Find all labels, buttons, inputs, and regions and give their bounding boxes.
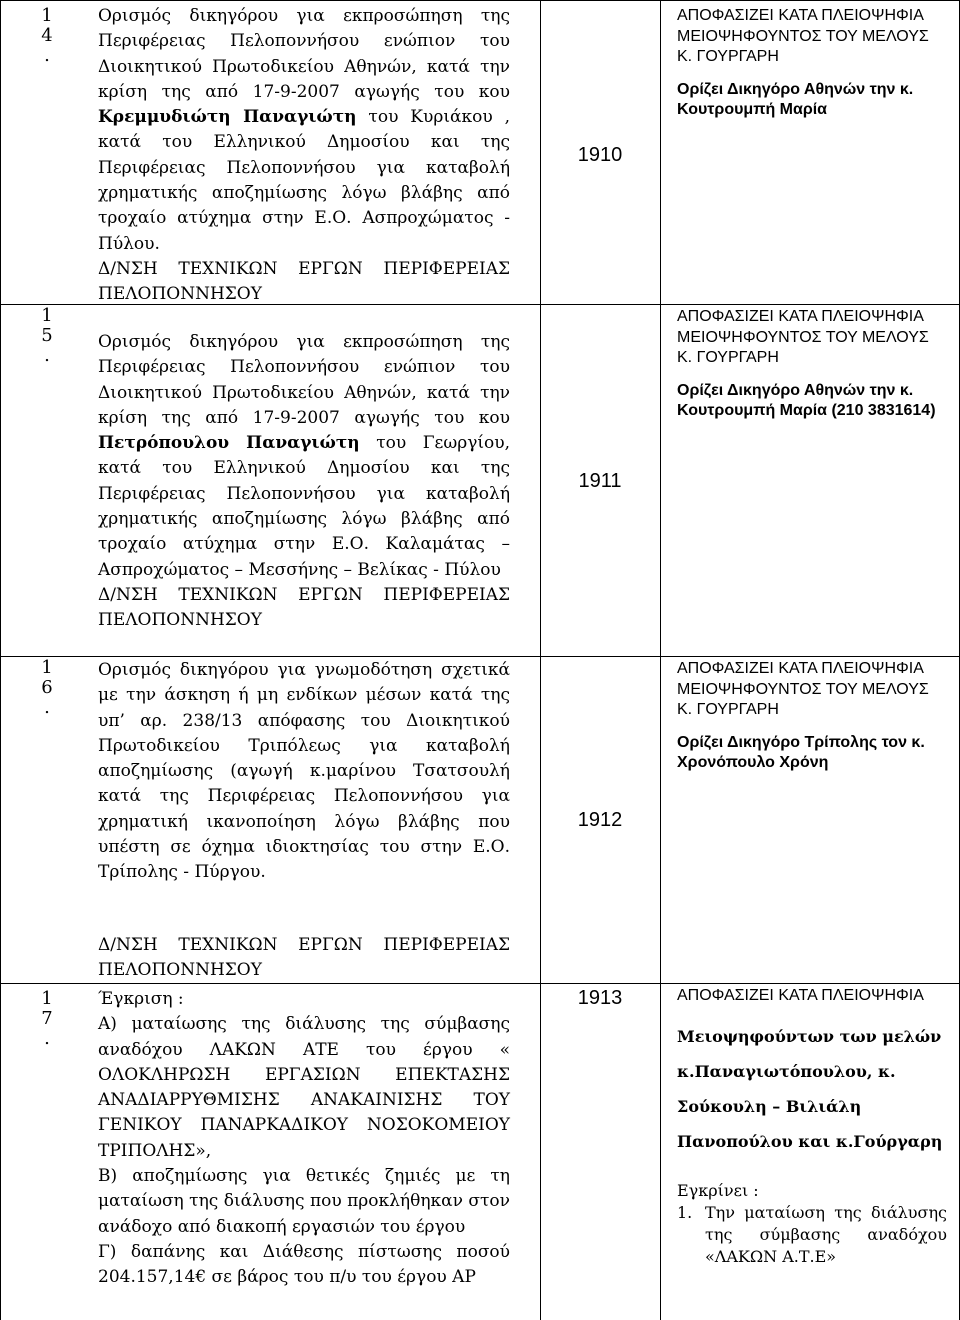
decision-text: Ορίζει Δικηγόρο Τρίπολης τον κ. Χρονόπουλο Χρόνη [677, 733, 925, 771]
decision-number: 1910 [577, 144, 623, 166]
minority-line: κ.Παναγιωτόπουλου, κ. [677, 1061, 896, 1081]
description-line: Β) αποζημίωσης για θετικές ζημιές με τη ματαίωση της διάλυσης που προκλήθηκαν στον ανάδοχο από διακοπή εργασιών του έργου [98, 1166, 510, 1237]
decision-caption: ΑΠΟΦΑΣΙΖΕΙ ΚΑΤΑ ΠΛΕΙΟΨΗΦΙΑ ΜΕΙΟΨΗΦΟΥΝΤΟΣ ΤΟΥ ΜΕΛΟΥΣ Κ. ΓΟΥΡΓΑΡΗ [677, 660, 929, 718]
row-index: 1 4 . [41, 5, 53, 66]
decision-cell [677, 307, 947, 422]
description-line: Έγκριση : [98, 989, 184, 1009]
decision-caption: ΑΠΟΦΑΣΙΖΕΙ ΚΑΤΑ ΠΛΕΙΟΨΗΦΙΑ ΜΕΙΟΨΗΦΟΥΝΤΟΣ ΤΟΥ ΜΕΛΟΥΣ Κ. ΓΟΥΡΓΑΡΗ [677, 7, 929, 65]
department-name: Δ/ΝΣΗ ΤΕΧΝΙΚΩΝ ΕΡΓΩΝ ΠΕΡΙΦΕΡΕΙΑΣ ΠΕΛΟΠΟΝΝΗΣΟΥ [98, 584, 510, 631]
description-text: Ορισμός δικηγόρου για γνωμοδότηση σχετικά με την άσκηση ή μη ενδίκων μέσων κατά της υπ’ αρ. 238/13 απόφασης του Διοικητικού Πρωτοδικείου Τριπόλεως για καταβολή αποζημίωσης (αγωγή κ.μαρίνου Τσατσουλή κατά της Περιφέρειας Πελοποννήσου για χρηματική ικανοποίηση λόγω βλάβης που υπέστη σε όχημα ιδιοκτησίας του στην Ε.Ο. Τρίπολης - Πύργου. [98, 660, 510, 883]
department-name: Δ/ΝΣΗ ΤΕΧΝΙΚΩΝ ΕΡΓΩΝ ΠΕΡΙΦΕΡΕΙΑΣ ΠΕΛΟΠΟΝΝΗΣΟΥ [98, 258, 510, 305]
row-index: 1 6 . [41, 657, 53, 718]
decision-cell [677, 659, 947, 774]
minority-line: Πανοπούλου και κ.Γούργαρη [677, 1131, 943, 1151]
decision-text: Ορίζει Δικηγόρο Αθηνών την κ. Κουτρουμπή Μαρία (210 3831614) [677, 381, 936, 419]
decision-cell [677, 986, 947, 1268]
minority-line: Μειοψηφούντων των μελών [677, 1026, 942, 1046]
decision-number: 1913 [577, 987, 623, 1009]
row-description [98, 4, 510, 308]
row-department [98, 933, 510, 984]
decision-number: 1912 [577, 809, 623, 831]
row-description [98, 330, 510, 634]
decision-caption: ΑΠΟΦΑΣΙΖΕΙ ΚΑΤΑ ΠΛΕΙΟΨΗΦΙΑ ΜΕΙΟΨΗΦΟΥΝΤΟΣ ΤΟΥ ΜΕΛΟΥΣ Κ. ΓΟΥΡΓΑΡΗ [677, 308, 929, 366]
row-index: 1 5 . [41, 305, 53, 366]
row-description [98, 658, 510, 886]
row-index: 1 7 . [41, 988, 53, 1049]
row-description [98, 987, 510, 1291]
decision-text: Ορίζει Δικηγόρο Αθηνών την κ. Κουτρουμπή Μαρία [677, 80, 914, 118]
approve-item-number: 1. [677, 1202, 693, 1222]
approve-item [677, 1202, 947, 1268]
approve-label: Εγκρίνει : [677, 1180, 759, 1200]
minority-line: Σούκουλη – Βιλιάλη [677, 1096, 862, 1116]
decision-cell [677, 6, 947, 121]
description-text: Ορισμός δικηγόρου για εκπροσώπηση της Περιφέρειας Πελοποννήσου ενώπιον του Διοικητικού Πρωτοδικείου Αθηνών, κατά την κρίση της από 17-9-2007 αγωγής του κου Κρεμμυδιώτη Παναγιώτη του Κυριάκου , κατά του Ελληνικού Δημοσίου και της Περιφέρειας Πελοποννήσου για καταβολή χρηματικής αποζημίωσης λόγω βλάβης από τροχαίο ατύχημα στην Ε.Ο. Ασπροχώματος - Πύλου. [98, 6, 510, 254]
description-text: Ορισμός δικηγόρου για εκπροσώπηση της Περιφέρειας Πελοποννήσου ενώπιον του Διοικητικού Πρωτοδικείου Αθηνών, κατά την κρίση της από 17-9-2007 αγωγής του κου Πετρόπουλου Παναγιώτη του Γεωργίου, κατά του Ελληνικού Δημοσίου και της Περιφέρειας Πελοποννήσου για καταβολή χρηματικής αποζημίωσης λόγω βλάβης από τροχαίο ατύχημα στην Ε.Ο. Καλαμάτας – Ασπροχώματος – Μεσσήνης – Βελίκας - Πύλου [98, 332, 511, 580]
description-line: Α) ματαίωσης της διάλυσης της σύμβασης αναδόχου ΛΑΚΩΝ ΑΤΕ του έργου « ΟΛΟΚΛΗΡΩΣΗ ΕΡΓΑΣΙΩΝ ΕΠΕΚΤΑΣΗΣ ΑΝΑΔΙΑΡΡΥΘΜΙΣΗΣ ΑΝΑΚΑΙΝΙΣΗΣ ΤΟΥ ΓΕΝΙΚΟΥ ΠΑΝΑΡΚΑΔΙΚΟΥ ΝΟΣΟΚΟΜΕΙΟΥ ΤΡΙΠΟΛΗΣ», [98, 1014, 510, 1161]
department-name: Δ/ΝΣΗ ΤΕΧΝΙΚΩΝ ΕΡΓΩΝ ΠΕΡΙΦΕΡΕΙΑΣ ΠΕΛΟΠΟΝΝΗΣΟΥ [98, 935, 510, 981]
decision-caption: ΑΠΟΦΑΣΙΖΕΙ ΚΑΤΑ ΠΛΕΙΟΨΗΦΙΑ [677, 987, 924, 1004]
approve-item-text: Την ματαίωση της διάλυσης της σύμβασης αναδόχου «ΛΑΚΩΝ Α.Τ.Ε» [705, 1202, 947, 1266]
decision-number: 1911 [578, 470, 622, 492]
description-line: Γ) δαπάνης και Διάθεσης πίστωσης ποσού 204.157,14€ σε βάρος του π/υ του έργου ΑΡ [98, 1241, 510, 1288]
